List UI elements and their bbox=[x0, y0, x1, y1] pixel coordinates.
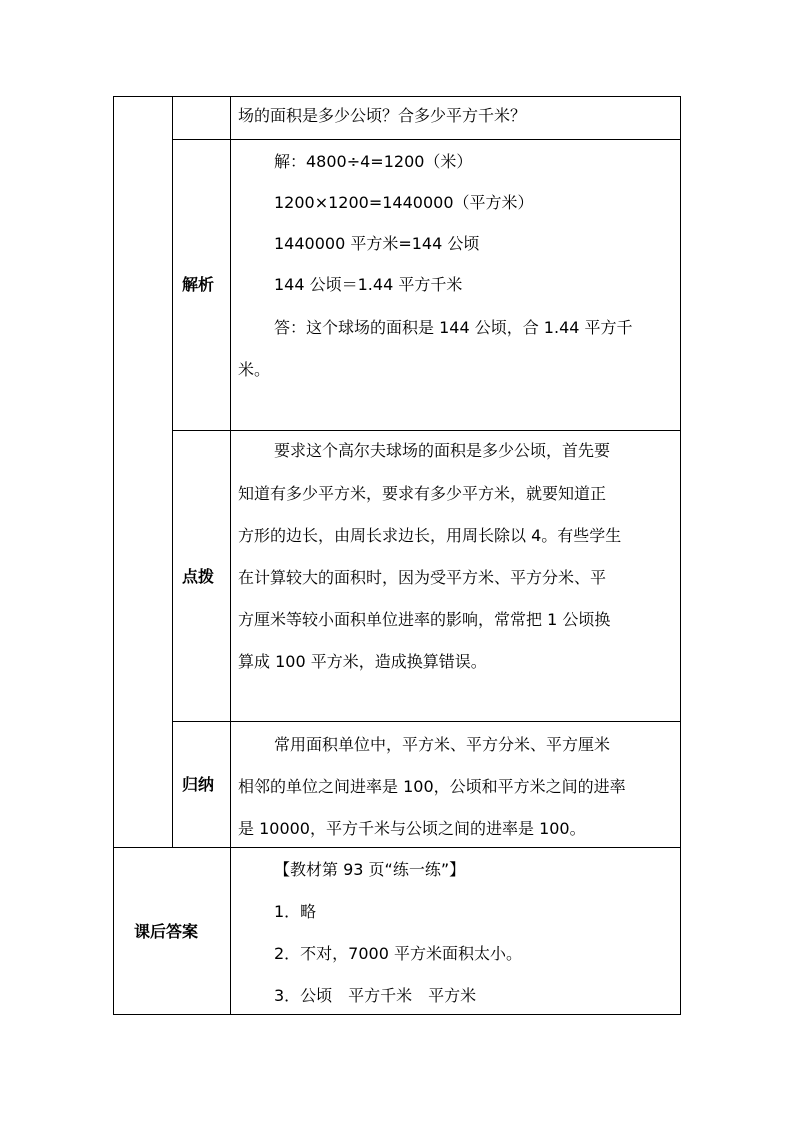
dianbo-line: 方厘米等较小面积单位进率的影响，常常把 1 公顷换 bbox=[238, 610, 611, 629]
question-text: 场的面积是多少公顷？合多少平方千米？ bbox=[238, 106, 527, 125]
jiexi-line: 答：这个球场的面积是 144 公顷，合 1.44 平方千 bbox=[274, 318, 633, 337]
dianbo-label: 点拨 bbox=[182, 567, 215, 586]
dianbo-line: 方形的边长，由周长求边长，用周长除以 4。有些学生 bbox=[238, 526, 622, 545]
kehou-line: 2．不对，7000 平方米面积太小。 bbox=[274, 944, 522, 963]
column-divider bbox=[230, 96, 231, 1015]
guina-line: 相邻的单位之间进率是 100，公顷和平方米之间的进率 bbox=[238, 777, 626, 796]
jiexi-line: 1200×1200=1440000（平方米） bbox=[274, 193, 534, 212]
guina-line: 是 10000，平方千米与公顷之间的进率是 100。 bbox=[238, 819, 586, 838]
guina-label: 归纳 bbox=[182, 775, 215, 794]
table-border-right bbox=[680, 96, 681, 1015]
jiexi-label: 解析 bbox=[182, 275, 215, 294]
kehou-line: 【教材第 93 页“练一练”】 bbox=[274, 860, 466, 879]
jiexi-line: 解：4800÷4=1200（米） bbox=[274, 152, 473, 171]
row-divider bbox=[113, 847, 681, 848]
jiexi-line: 144 公顷＝1.44 平方千米 bbox=[274, 275, 463, 294]
row-divider bbox=[172, 721, 681, 722]
row-divider bbox=[172, 430, 681, 431]
kehou-line: 1．略 bbox=[274, 902, 317, 921]
guina-line: 常用面积单位中，平方米、平方分米、平方厘米 bbox=[274, 735, 611, 754]
kehou-label: 课后答案 bbox=[134, 922, 199, 941]
table-border-left bbox=[113, 96, 114, 1015]
dianbo-line: 在计算较大的面积时，因为受平方米、平方分米、平 bbox=[238, 568, 607, 587]
table-border-bottom bbox=[113, 1014, 681, 1015]
table-border-top bbox=[113, 96, 681, 97]
kehou-line: 3．公顷 平方千米 平方米 bbox=[274, 986, 477, 1005]
jiexi-line: 米。 bbox=[238, 360, 271, 379]
column-divider bbox=[172, 96, 173, 848]
row-divider bbox=[172, 139, 681, 140]
jiexi-line: 1440000 平方米=144 公顷 bbox=[274, 234, 480, 253]
dianbo-line: 算成 100 平方米，造成换算错误。 bbox=[238, 652, 487, 671]
dianbo-line: 要求这个高尔夫球场的面积是多少公顷，首先要 bbox=[274, 441, 611, 460]
dianbo-line: 知道有多少平方米，要求有多少平方米，就要知道正 bbox=[238, 484, 607, 503]
